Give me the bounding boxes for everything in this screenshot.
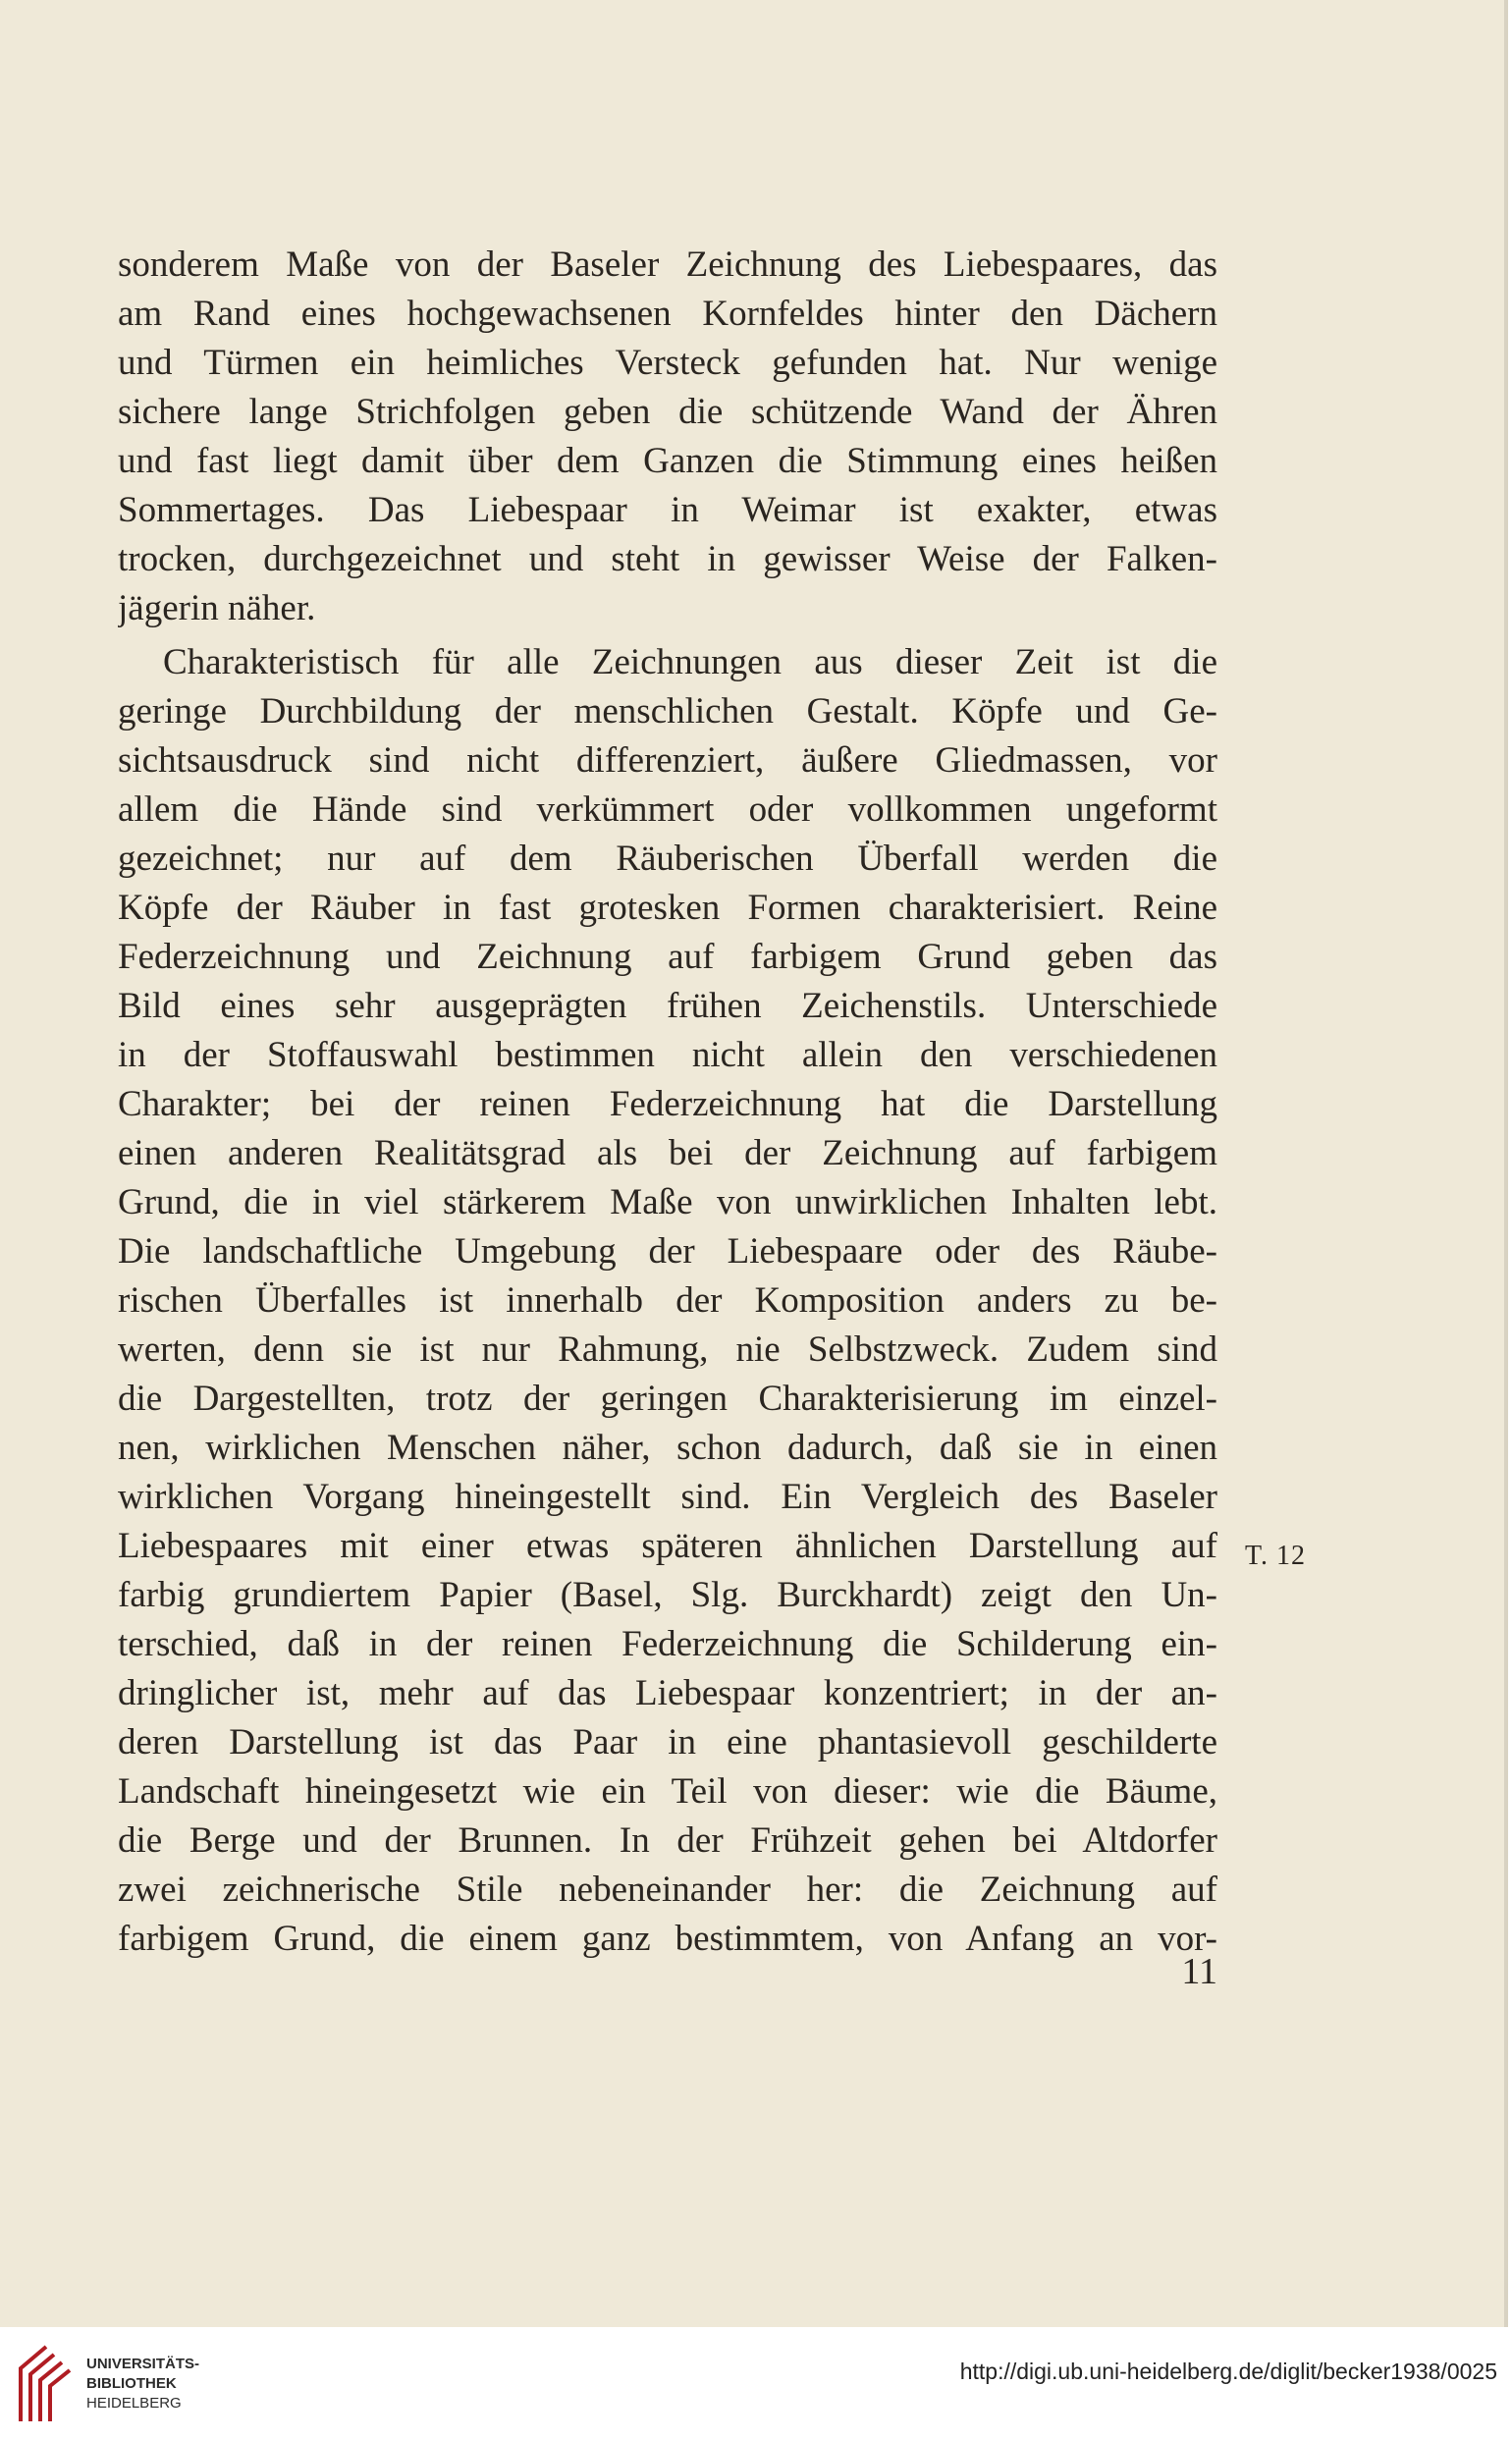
text-line: allem die Hände sind verkümmert oder vollkommen ungeformt bbox=[118, 789, 1217, 830]
text-line: die Dargestellten, trotz der geringen Charakterisierung im einzel- bbox=[118, 1379, 1217, 1419]
text-line: werten, denn sie ist nur Rahmung, nie Selbstzweck. Zudem sind bbox=[118, 1329, 1217, 1370]
plate-reference: T. 12 bbox=[1245, 1541, 1307, 1571]
page-edge bbox=[1504, 0, 1508, 2327]
text-line: und fast liegt damit über dem Ganzen die Stimmung eines heißen bbox=[118, 441, 1217, 481]
text-line: Sommertages. Das Liebespaar in Weimar ist exakter, etwas bbox=[118, 490, 1217, 530]
text-line: farbigem Grund, die einem ganz bestimmtem, von Anfang an vor- bbox=[118, 1919, 1217, 1959]
text-line: deren Darstellung ist das Paar in eine phantasievoll geschilderte bbox=[118, 1722, 1217, 1762]
text-line: nen, wirklichen Menschen näher, schon dadurch, daß sie in einen bbox=[118, 1428, 1217, 1468]
text-line: terschied, daß in der reinen Federzeichnung die Schilderung ein- bbox=[118, 1624, 1217, 1664]
text-line: farbig grundiertem Papier (Basel, Slg. Burckhardt) zeigt den Un- bbox=[118, 1575, 1217, 1615]
text-line: Bild eines sehr ausgeprägten frühen Zeichenstils. Unterschiede bbox=[118, 986, 1217, 1026]
source-url-link[interactable]: http://digi.ub.uni-heidelberg.de/diglit/becker1938/0025 bbox=[959, 2359, 1497, 2384]
text-line: einen anderen Realitätsgrad als bei der Zeichnung auf farbigem bbox=[118, 1133, 1217, 1173]
library-name-line: UNIVERSITÄTS- bbox=[86, 2356, 200, 2372]
text-line: Liebespaares mit einer etwas späteren ähnlichen Darstellung auf bbox=[118, 1526, 1217, 1566]
text-line: gezeichnet; nur auf dem Räuberischen Überfall werden die bbox=[118, 839, 1217, 879]
text-line: zwei zeichnerische Stile nebeneinander her: die Zeichnung auf bbox=[118, 1870, 1217, 1910]
text-line: in der Stoffauswahl bestimmen nicht allein den verschiedenen bbox=[118, 1035, 1217, 1075]
text-line: Charakter; bei der reinen Federzeichnung hat die Darstellung bbox=[118, 1084, 1217, 1124]
text-line: die Berge und der Brunnen. In der Frühzeit gehen bei Altdorfer bbox=[118, 1820, 1217, 1861]
text-line: trocken, durchgezeichnet und steht in gewisser Weise der Falken- bbox=[118, 539, 1217, 579]
library-logo-icon[interactable] bbox=[15, 2339, 76, 2425]
library-name bbox=[86, 2355, 199, 2413]
text-line: Federzeichnung und Zeichnung auf farbigem Grund geben das bbox=[118, 937, 1217, 977]
text-line: geringe Durchbildung der menschlichen Gestalt. Köpfe und Ge- bbox=[118, 691, 1217, 732]
text-line: Grund, die in viel stärkerem Maße von unwirklichen Inhalten lebt. bbox=[118, 1182, 1217, 1222]
text-line: dringlicher ist, mehr auf das Liebespaar konzentriert; in der an- bbox=[118, 1673, 1217, 1713]
library-name-line: BIBLIOTHEK bbox=[86, 2375, 177, 2392]
page-number: 11 bbox=[1181, 1951, 1217, 1992]
text-line: jägerin näher. bbox=[118, 588, 316, 628]
text-line: Charakteristisch für alle Zeichnungen aus dieser Zeit ist die bbox=[163, 642, 1217, 682]
text-line: Köpfe der Räuber in fast grotesken Formen charakterisiert. Reine bbox=[118, 888, 1217, 928]
text-line: am Rand eines hochgewachsenen Kornfeldes hinter den Dächern bbox=[118, 294, 1217, 334]
text-line: und Türmen ein heimliches Versteck gefunden hat. Nur wenige bbox=[118, 343, 1217, 383]
footer-bar bbox=[0, 2327, 1512, 2440]
text-line: sichere lange Strichfolgen geben die schützende Wand der Ähren bbox=[118, 392, 1217, 432]
text-line: Die landschaftliche Umgebung der Liebespaare oder des Räube- bbox=[118, 1231, 1217, 1272]
library-name-line: HEIDELBERG bbox=[86, 2395, 182, 2412]
text-line: Landschaft hineingesetzt wie ein Teil von dieser: wie die Bäume, bbox=[118, 1771, 1217, 1812]
text-line: wirklichen Vorgang hineingestellt sind. Ein Vergleich des Baseler bbox=[118, 1477, 1217, 1517]
text-line: sichtsausdruck sind nicht differenziert, äußere Gliedmassen, vor bbox=[118, 740, 1217, 781]
text-line: sonderem Maße von der Baseler Zeichnung des Liebespaares, das bbox=[118, 244, 1217, 285]
text-line: rischen Überfalles ist innerhalb der Komposition anders zu be- bbox=[118, 1280, 1217, 1321]
